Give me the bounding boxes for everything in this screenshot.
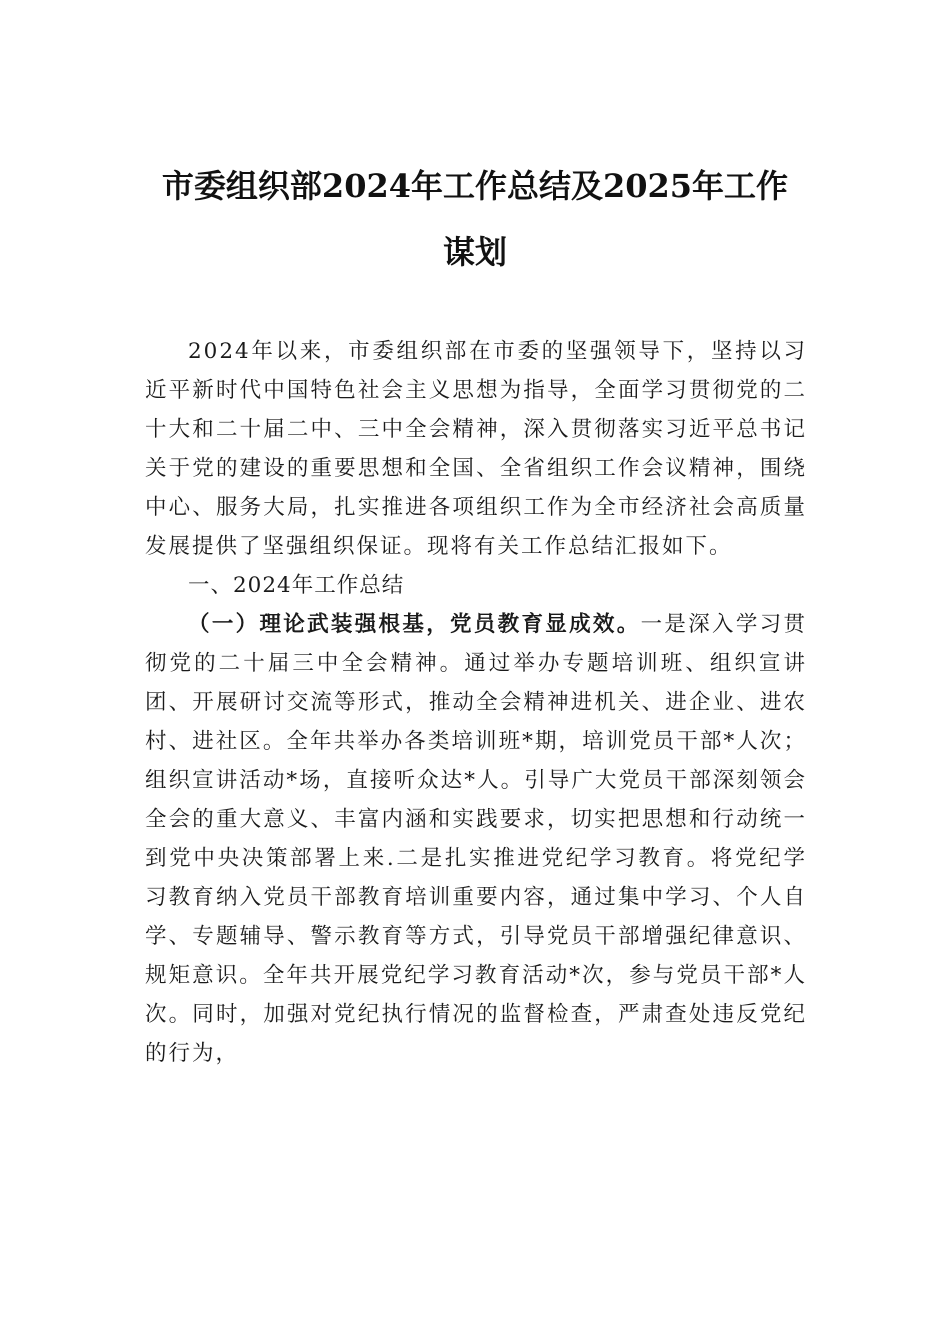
document-body bbox=[145, 332, 807, 1073]
intro-paragraph: 2024年以来，市委组织部在市委的坚强领导下，坚持以习近平新时代中国特色社会主义思想为指导，全面学习贯彻党的二十大和二十届二中、三中全会精神，深入贯彻落实习近平总书记关于党的建设的重要思想和全国、全省组织工作会议精神，围绕中心、服务大局，扎实推进各项组织工作为全市经济社会高质量发展提供了坚强组织保证。现将有关工作总结汇报如下。 bbox=[145, 339, 807, 559]
document-title-line2: 谋划 bbox=[442, 233, 507, 271]
subsection-heading: （一）理论武装强根基，党员教育显成效。 bbox=[188, 612, 641, 637]
subsection-paragraph bbox=[145, 605, 807, 1073]
document-title-line1: 市委组织部2024年工作总结及2025年工作 bbox=[161, 167, 789, 205]
section-heading: 一、2024年工作总结 bbox=[188, 573, 405, 598]
subsection-body: 一是深入学习贯彻党的二十届三中全会精神。通过举办专题培训班、组织宣讲团、开展研讨交流等形式，推动全会精神进机关、进企业、进农村、进社区。全年共举办各类培训班*期，培训党员干部*人次；组织宣讲活动*场，直接听众达*人。引导广大党员干部深刻领会全会的重大意义、丰富内涵和实践要求，切实把思想和行动统一到党中央决策部署上来.二是扎实推进党纪学习教育。将党纪学习教育纳入党员干部教育培训重要内容，通过集中学习、个人自学、专题辅导、警示教育等方式，引导党员干部增强纪律意识、规矩意识。全年共开展党纪学习教育活动*次，参与党员干部*人次。同时，加强对党纪执行情况的监督检查，严肃查处违反党纪的行为， bbox=[145, 612, 807, 1066]
